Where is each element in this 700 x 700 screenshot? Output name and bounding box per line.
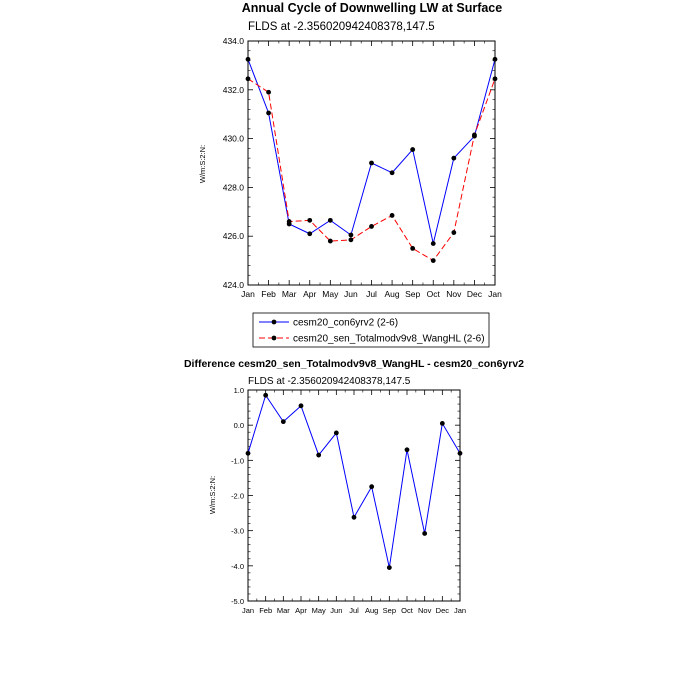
panel1-xtick-label: Jul bbox=[366, 289, 377, 299]
panel1-series-0-point bbox=[328, 218, 333, 223]
panel2-xtick-label: Sep bbox=[382, 606, 397, 615]
panel2-series-0-line bbox=[248, 395, 460, 567]
panel2-series-0-point bbox=[281, 419, 286, 424]
panel2-title: Difference cesm20_sen_Totalmodv9v8_WangHL - cesm20_con6yrv2 bbox=[183, 358, 525, 370]
panel1-series-1-point bbox=[328, 239, 333, 244]
panel2-xtick-label: Mar bbox=[276, 606, 290, 615]
panel2-series-0-point bbox=[369, 484, 374, 489]
panel1-ytick-label: 432.0 bbox=[222, 84, 244, 95]
legend-label-sen: cesm20_sen_Totalmodv9v8_WangHL (2-6) bbox=[293, 333, 485, 345]
panel1-xtick-label: Oct bbox=[426, 289, 440, 299]
legend bbox=[253, 313, 489, 347]
panel2-series-0-point bbox=[405, 447, 410, 452]
panel1-series-1-point bbox=[307, 218, 312, 223]
panel1-series-0-point bbox=[410, 147, 415, 152]
panel2-series-0-point bbox=[387, 565, 392, 570]
panel2-ytick-label: 1.0 bbox=[233, 386, 244, 395]
panel1-xtick-label: Jan bbox=[488, 289, 502, 299]
panel1-ylabel: W/m:S:2:N: bbox=[198, 144, 207, 184]
panel1-series-0-line bbox=[248, 59, 495, 243]
panel1-series-1-point bbox=[287, 219, 292, 224]
panel2-ytick-label: 0.0 bbox=[233, 421, 244, 431]
panel1-series-0-point bbox=[246, 57, 251, 62]
panel2-ylabel: W/m:S:2:N: bbox=[208, 475, 217, 515]
panel2-xtick-label: Dec bbox=[435, 606, 450, 615]
panel1-series-0-point bbox=[431, 241, 436, 246]
panel1-xtick-label: Dec bbox=[466, 289, 482, 299]
legend-marker-con bbox=[272, 320, 277, 325]
panel1-series-1-point bbox=[472, 133, 477, 138]
panel2-series-0-point bbox=[246, 451, 251, 456]
panel1-xtick-label: May bbox=[322, 289, 339, 299]
panel1-series-0-point bbox=[369, 161, 374, 166]
panel-difference bbox=[184, 358, 524, 615]
panel2-xtick-label: Aug bbox=[364, 606, 379, 615]
panel2-subtitle: FLDS at -2.356020942408378,147.5 bbox=[248, 376, 411, 387]
panel1-series-1-point bbox=[410, 246, 415, 251]
panel1-ytick-label: 428.0 bbox=[222, 182, 244, 193]
panel1-axes bbox=[223, 36, 502, 299]
panel2-xtick-label: Feb bbox=[259, 606, 273, 615]
panel1-xtick-label: Nov bbox=[446, 289, 462, 299]
panel1-ytick-label: 426.0 bbox=[222, 231, 244, 242]
panel2-xtick-label: Jan bbox=[241, 606, 255, 615]
panel2-ytick-label: -5.0 bbox=[231, 597, 244, 606]
panel2-xtick-label: Nov bbox=[417, 606, 432, 615]
panel2-series-0-point bbox=[263, 393, 268, 398]
panel1-ytick-label: 424.0 bbox=[222, 280, 244, 290]
panel1-xtick-label: Mar bbox=[281, 289, 297, 299]
panel1-xtick-label: Sep bbox=[405, 289, 421, 299]
panel2-xtick-label: May bbox=[311, 606, 326, 615]
panel1-ytick-label: 434.0 bbox=[222, 36, 244, 46]
panel2-series-0-point bbox=[422, 531, 427, 536]
panel2-series-0-point bbox=[334, 431, 339, 436]
panel2-axes bbox=[231, 386, 466, 615]
panel1-xtick-label: Jan bbox=[241, 289, 255, 299]
panel2-series-0-point bbox=[316, 453, 321, 458]
panel1-series-0-point bbox=[266, 111, 271, 116]
panel1-series-1-point bbox=[349, 237, 354, 242]
panel1-series-1-point bbox=[493, 76, 498, 81]
panel2-ytick-label: -2.0 bbox=[231, 491, 244, 501]
panel2-ytick-label: -1.0 bbox=[231, 456, 244, 466]
legend-marker-sen bbox=[272, 336, 277, 341]
panel1-xtick-label: Feb bbox=[261, 289, 276, 299]
panel1-series-1-point bbox=[431, 258, 436, 263]
panel1-title: Annual Cycle of Downwelling LW at Surface bbox=[241, 1, 503, 15]
panel2-plot-frame bbox=[248, 390, 460, 601]
panel1-series bbox=[246, 57, 498, 263]
panel2-xtick-label: Apr bbox=[295, 606, 307, 615]
panel1-series-0-point bbox=[390, 170, 395, 175]
panel2-series-0-point bbox=[352, 515, 357, 520]
panel2-ytick-label: -3.0 bbox=[231, 526, 244, 536]
panel1-series-0-point bbox=[307, 231, 312, 236]
panel1-xtick-label: Jun bbox=[344, 289, 358, 299]
panel1-series-1-point bbox=[390, 213, 395, 218]
panel2-xtick-label: Jul bbox=[349, 606, 359, 615]
panel2-xtick-label: Jun bbox=[330, 606, 343, 615]
panel-annual-cycle bbox=[198, 1, 502, 299]
panel1-ytick-label: 430.0 bbox=[222, 133, 244, 144]
panel1-series-1-point bbox=[451, 230, 456, 235]
panel1-subtitle: FLDS at -2.356020942408378,147.5 bbox=[248, 21, 435, 33]
panel1-series-0-point bbox=[451, 156, 456, 161]
panel1-series-1-line bbox=[248, 79, 495, 261]
panel2-ytick-label: -4.0 bbox=[231, 561, 244, 571]
legend-label-con: cesm20_con6yrv2 (2-6) bbox=[293, 317, 399, 329]
panel1-series-0-point bbox=[349, 233, 354, 238]
panel1-series-0-point bbox=[493, 57, 498, 62]
panel2-series-0-point bbox=[440, 421, 445, 426]
panel2-series bbox=[246, 393, 463, 570]
panel1-series-1-point bbox=[246, 76, 251, 81]
panel2-xtick-label: Oct bbox=[401, 606, 413, 615]
panel1-series-1-point bbox=[369, 224, 374, 229]
panel2-xtick-label: Jan bbox=[453, 606, 467, 615]
panel2-series-0-point bbox=[458, 451, 463, 456]
panel1-xtick-label: Aug bbox=[384, 289, 400, 299]
panel2-series-0-point bbox=[299, 403, 304, 408]
panel1-series-1-point bbox=[266, 90, 271, 95]
panel1-xtick-label: Apr bbox=[303, 289, 317, 299]
